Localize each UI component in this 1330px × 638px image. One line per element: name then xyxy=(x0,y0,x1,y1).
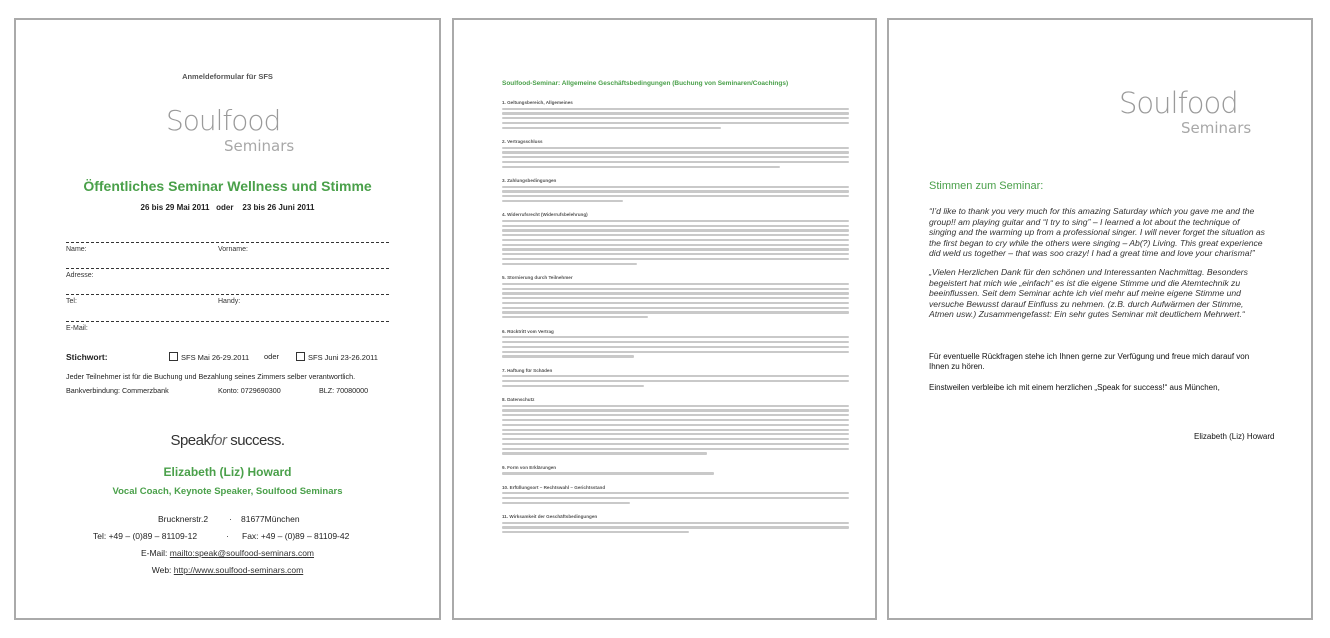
city: 81677München xyxy=(241,514,300,524)
logo-word: Speak xyxy=(170,432,211,449)
terms-section xyxy=(502,368,849,390)
terms-text-line xyxy=(502,497,849,499)
terms-text-line xyxy=(502,239,849,241)
terms-text-line xyxy=(502,161,849,163)
terms-section-heading: 2. Vertragsschluss xyxy=(502,139,543,144)
terms-section-heading: 6. Rücktritt vom Vertrag xyxy=(502,328,554,334)
terms-section xyxy=(502,275,849,321)
logo-text-main: Soulfood xyxy=(1119,86,1238,120)
terms-section-heading: 10. Erfüllungsort – Rechtswahl – Gerichtsstand xyxy=(502,484,606,490)
terms-section xyxy=(502,100,849,132)
terms-text-line xyxy=(502,244,849,246)
terms-text-line xyxy=(502,127,721,129)
terms-text-line xyxy=(502,263,637,265)
terms-section xyxy=(502,329,849,361)
terms-text-line xyxy=(502,385,644,387)
soulfood-logo xyxy=(166,104,306,164)
bank-code: BLZ: 70080000 xyxy=(319,386,369,395)
bank-account: Konto: 0729690300 xyxy=(218,386,281,395)
street: Brucknerstr.2 xyxy=(158,514,209,524)
terms-section-heading: 7. Haftung für Schäden xyxy=(502,367,553,373)
web-line xyxy=(16,565,439,575)
keyword-label: Stichwort: xyxy=(66,352,108,362)
terms-text-line xyxy=(502,195,849,197)
terms-text-line xyxy=(502,341,849,343)
terms-text-line xyxy=(502,234,849,236)
fax: Fax: +49 – (0)89 – 81109-42 xyxy=(242,531,350,541)
terms-text-line xyxy=(502,409,849,411)
seminar-heading: Öffentliches Seminar Wellness und Stimme xyxy=(83,178,372,194)
terms-text-line xyxy=(502,258,849,260)
terms-title: Soulfood-Seminar: Allgemeine Geschäftsbedingungen (Buchung von Seminaren/Coachings) xyxy=(502,80,789,87)
or-text: oder xyxy=(264,352,280,361)
terms-section-heading: 1. Geltungsbereich, Allgemeines xyxy=(502,100,573,105)
form-title: Anmeldeformular für SFS xyxy=(182,72,273,81)
seminar-dates: 26 bis 29 Mai 2011 oder 23 bis 26 Juni 2011 xyxy=(140,203,315,212)
terms-text-line xyxy=(502,229,849,231)
option-june-label: SFS Juni 23-26.2011 xyxy=(308,353,378,362)
terms-text-line xyxy=(502,108,849,110)
terms-text-line xyxy=(502,472,714,474)
logo-word: for xyxy=(210,432,227,449)
terms-text-line xyxy=(502,122,849,124)
terms-text-line xyxy=(502,452,707,454)
name-label: Name: xyxy=(66,246,87,253)
terms-section-heading: 8. Datenschutz xyxy=(502,397,535,402)
checkbox-june[interactable] xyxy=(296,352,305,361)
terms-text-line xyxy=(502,433,849,435)
soulfood-logo xyxy=(1119,86,1269,146)
email-link[interactable]: mailto:speak@soulfood-seminars.com xyxy=(169,548,315,558)
email-line xyxy=(16,548,439,558)
checkbox-may[interactable] xyxy=(169,352,178,361)
terms-text-line xyxy=(502,336,849,338)
terms-section-heading: 11. Wirksamkeit der Geschäftsbedingungen xyxy=(502,514,598,519)
logo-word: success. xyxy=(230,432,285,449)
logo-text-sub: Seminars xyxy=(1181,119,1252,137)
terms-text-line xyxy=(502,156,849,158)
terms-section-heading: 3. Zahlungsbedingungen xyxy=(502,178,557,183)
terms-text-line xyxy=(502,429,849,431)
terms-text-line xyxy=(502,311,849,313)
booking-notice: Jeder Teilnehmer ist für die Buchung und Bezahlung seines Zimmers selber verantwortlich. xyxy=(66,372,356,381)
terms-text-line xyxy=(502,225,849,227)
terms-text-line xyxy=(502,438,849,440)
testimonials-heading: Stimmen zum Seminar: xyxy=(929,180,1044,192)
bank-name: Bankverbindung: Commerzbank xyxy=(66,386,169,395)
terms-text-line xyxy=(502,375,849,377)
terms-text-line xyxy=(502,346,849,348)
terms-text-line xyxy=(502,200,623,202)
testimonial-english: “I’d like to thank you very much for this amazing Saturday which you gave me and the group!! am playing guitar and “I try to sing” – I learned a lot about the technique of singing and the warming up from a professional singer. I will never forget the situation as the first began to cry while the others were singing – Ab(?) Living. This great experience did weld us together – that was soo crazy! I had a great time and love your charisma!” xyxy=(929,206,1265,259)
dot-separator: · xyxy=(226,531,229,541)
divider-line xyxy=(66,242,389,243)
terms-section xyxy=(502,465,849,477)
terms-text-line xyxy=(502,302,849,304)
terms-text-line xyxy=(502,147,849,149)
terms-text-line xyxy=(502,443,849,445)
testimonial-german: „Vielen Herzlichen Dank für den schönen und Interessanten Nachmittag. Besonders begeistert hat mich wie „einfach“ es ist die eigene Stimme und die Atemtechnik zu beeinflussen. Seit dem Seminar achte ich viel mehr auf meine eigene Stimme und versuche Bewusst darauf Einfluss zu nehmen. (z.B. durch Aufwärmen der Stimme, Atmen usw.) Zusammengefasst: Ein sehr gutes Seminar mit deutlichem Mehrwert.“ xyxy=(929,267,1248,320)
terms-text-line xyxy=(502,316,648,318)
terms-text-line xyxy=(502,424,849,426)
terms-section xyxy=(502,139,849,171)
terms-text-line xyxy=(502,248,849,250)
terms-section-heading: 4. Widerrufsrecht (Widerrufsbelehrung) xyxy=(502,212,588,218)
coach-role: Vocal Coach, Keynote Speaker, Soulfood Seminars xyxy=(112,486,343,497)
terms-text-line xyxy=(502,297,849,299)
terms-section xyxy=(502,397,849,457)
terms-text-line xyxy=(502,307,849,309)
phone: Tel: +49 – (0)89 – 81109-12 xyxy=(93,531,198,541)
divider-line xyxy=(66,294,389,295)
terms-text-line xyxy=(502,190,849,192)
terms-text-line xyxy=(502,151,849,153)
web-link[interactable]: http://www.soulfood-seminars.com xyxy=(173,565,304,575)
terms-text-line xyxy=(502,522,849,524)
terms-section xyxy=(502,514,849,536)
terms-text-line xyxy=(502,502,630,504)
terms-text-line xyxy=(502,355,634,357)
terms-text-line xyxy=(502,526,849,528)
terms-text-line xyxy=(502,166,780,168)
terms-text-line xyxy=(502,351,849,353)
closing-paragraph: Für eventuelle Rückfragen stehe ich Ihnen gerne zur Verfügung und freue mich darauf von Ihnen zu hören. xyxy=(929,352,1250,371)
option-may-label: SFS Mai 26-29.2011 xyxy=(181,353,250,362)
testimonials-page xyxy=(887,18,1313,620)
phone-label: Tel: xyxy=(66,298,77,305)
terms-section-heading: 9. Form von Erklärungen xyxy=(502,464,557,470)
terms-text-line xyxy=(502,112,849,114)
terms-section xyxy=(502,212,849,267)
logo-text-main: Soulfood xyxy=(166,104,281,137)
email-label: E-Mail: xyxy=(66,325,88,332)
terms-text-line xyxy=(502,414,849,416)
terms-text-line xyxy=(502,288,849,290)
terms-section-heading: 5. Stornierung durch Teilnehmer xyxy=(502,275,573,281)
speak-for-success-logo xyxy=(16,432,439,449)
web-line-label: Web: xyxy=(151,565,172,575)
terms-page xyxy=(452,18,877,620)
closing-greeting: Einstweilen verbleibe ich mit einem herzlichen „Speak for success!“ aus München, xyxy=(929,383,1220,392)
logo-text-sub: Seminars xyxy=(224,137,295,155)
terms-text-line xyxy=(502,419,849,421)
signature: Elizabeth (Liz) Howard xyxy=(1194,432,1275,441)
email-line-label: E-Mail: xyxy=(140,548,168,558)
coach-name: Elizabeth (Liz) Howard xyxy=(163,465,292,479)
option-may[interactable] xyxy=(169,352,249,362)
terms-section xyxy=(502,178,849,205)
terms-text-line xyxy=(502,292,849,294)
terms-text-line xyxy=(502,531,689,533)
terms-text-line xyxy=(502,186,849,188)
dot-separator: · xyxy=(229,514,232,524)
mobile-label: Handy: xyxy=(218,298,241,305)
terms-text-line xyxy=(502,405,849,407)
divider-line xyxy=(66,268,389,269)
divider-line xyxy=(66,321,389,322)
first-name-label: Vorname: xyxy=(218,246,248,253)
option-june[interactable] xyxy=(296,352,378,362)
address-label: Adresse: xyxy=(66,272,94,279)
terms-text-line xyxy=(502,283,849,285)
registration-form-page xyxy=(14,18,441,620)
terms-text-line xyxy=(502,448,849,450)
terms-text-line xyxy=(502,380,849,382)
terms-text-line xyxy=(502,220,849,222)
terms-section xyxy=(502,485,849,507)
terms-text-line xyxy=(502,492,849,494)
terms-text-line xyxy=(502,253,849,255)
terms-text-line xyxy=(502,117,849,119)
